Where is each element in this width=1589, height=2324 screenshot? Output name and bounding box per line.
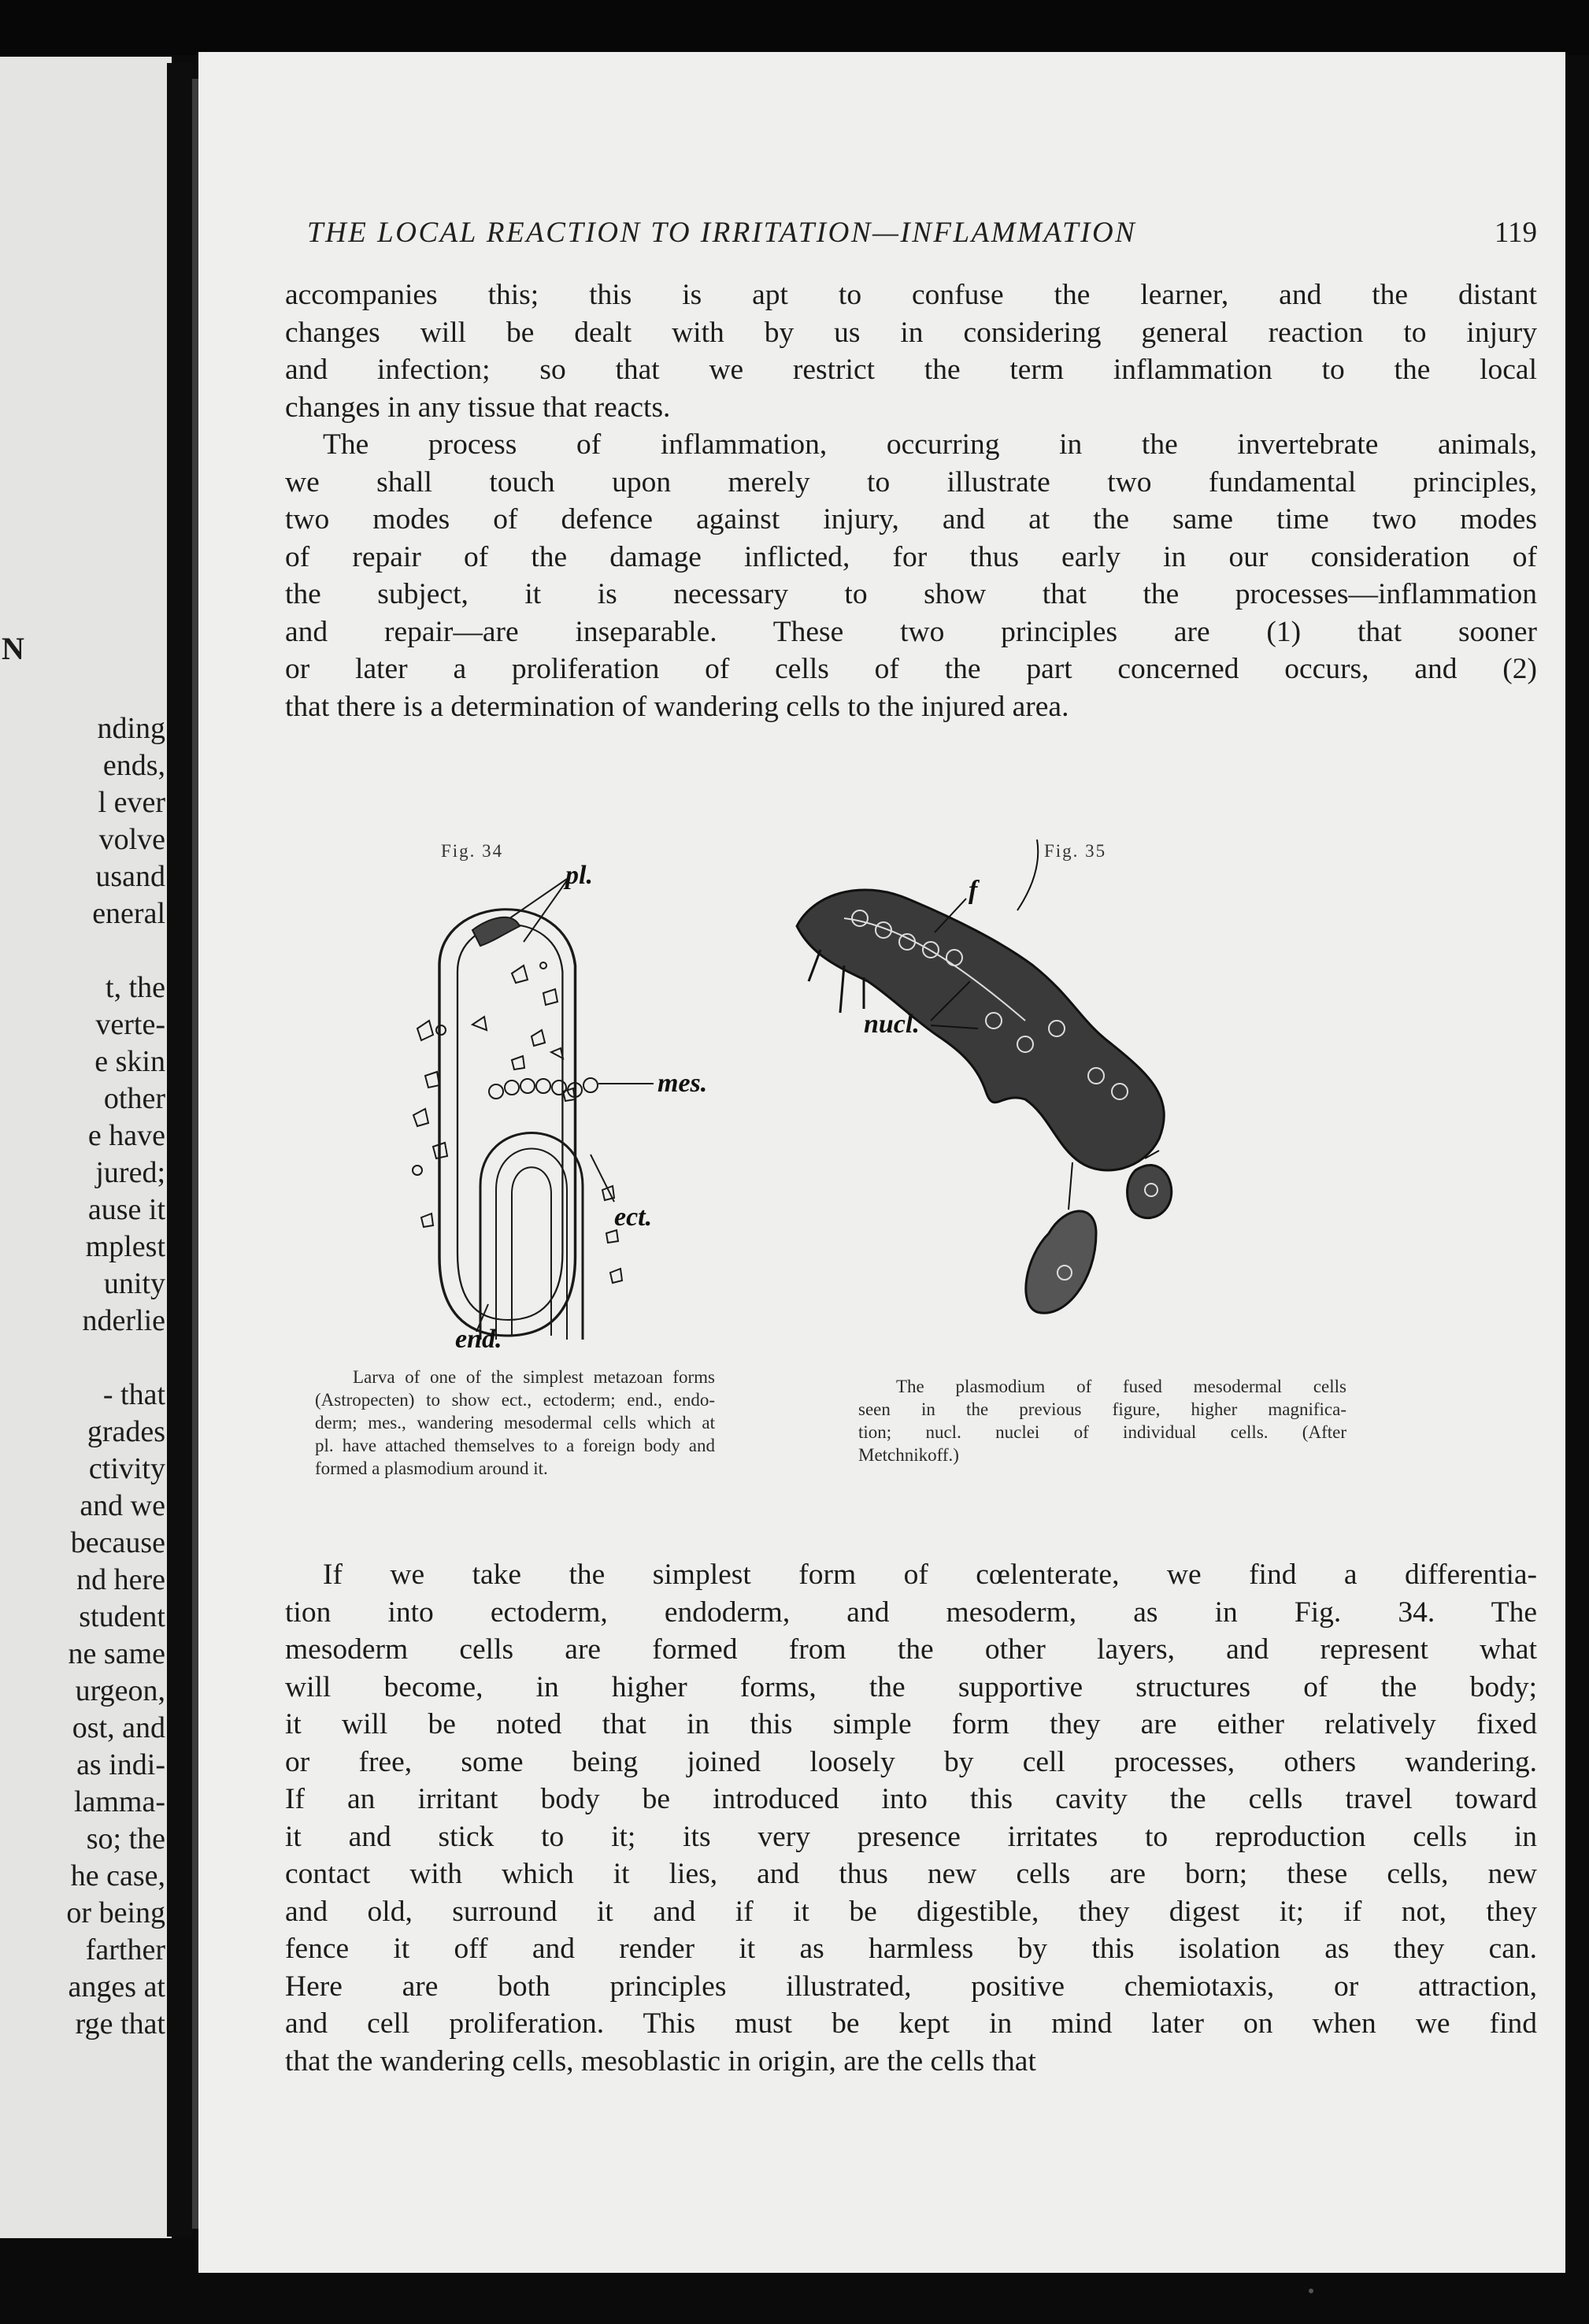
caption-line: pl. have attached themselves to a foreign body and bbox=[315, 1436, 715, 1455]
left-page-line: nderlie bbox=[82, 1304, 165, 1337]
left-page-line: verte- bbox=[95, 1008, 165, 1041]
left-page-line: student bbox=[79, 1600, 165, 1633]
left-page-line: eneral bbox=[92, 897, 165, 930]
caption-line: The plasmodium of fused mesodermal cells bbox=[896, 1377, 1346, 1396]
left-page-line: rge that bbox=[75, 2007, 165, 2040]
left-page-line: ne same bbox=[68, 1637, 165, 1670]
running-header bbox=[307, 216, 1537, 263]
text-line: will become, in higher forms, the supportive structures of the body; bbox=[285, 1670, 1537, 1703]
left-page-line: ause it bbox=[87, 1193, 165, 1226]
caption-line: (Astropecten) to show ect., ectoderm; end., endo- bbox=[315, 1390, 715, 1410]
left-page-line: lamma- bbox=[73, 1785, 165, 1818]
paragraph-3 bbox=[285, 1556, 1537, 2080]
left-page-line: he case, bbox=[70, 1859, 165, 1892]
text-line: that there is a determination of wandering cells to the injured area. bbox=[285, 690, 1069, 723]
left-page-line: or being bbox=[66, 1896, 165, 1929]
text-line: If we take the simplest form of cœlenterate, we find a differentia- bbox=[323, 1559, 1537, 1591]
paragraph-1 bbox=[285, 276, 1537, 426]
figure-35-plasmodium-diagram bbox=[765, 840, 1269, 1328]
label-nucl: nucl. bbox=[864, 1010, 920, 1039]
left-page-line: jured; bbox=[95, 1156, 165, 1189]
text-line: changes in any tissue that reacts. bbox=[285, 391, 671, 424]
figure-34-larva-diagram bbox=[354, 855, 717, 1359]
text-line: and cell proliferation. This must be kept in mind later on when we find bbox=[285, 2007, 1537, 2040]
paragraph-2 bbox=[285, 426, 1537, 725]
text-line: and old, surround it and if it be digestible, they digest it; if not, they bbox=[285, 1895, 1537, 1928]
running-title: THE LOCAL REACTION TO IRRITATION—INFLAMMATION bbox=[307, 217, 1137, 249]
left-page-line: urgeon, bbox=[75, 1674, 165, 1707]
text-line: and repair—are inseparable. These two principles are (1) that sooner bbox=[285, 615, 1537, 648]
text-line: tion into ectoderm, endoderm, and mesoderm, as in Fig. 34. The bbox=[285, 1596, 1537, 1629]
text-line: or later a proliferation of cells of the part concerned occurs, and (2) bbox=[285, 653, 1537, 685]
left-page-line: because bbox=[70, 1526, 165, 1559]
left-page-line: - that bbox=[102, 1378, 165, 1411]
text-line: mesoderm cells are formed from the other layers, and represent what bbox=[285, 1633, 1537, 1666]
caption-line: Larva of one of the simplest metazoan forms bbox=[353, 1367, 715, 1387]
text-line: it and stick to it; its very presence irritates to reproduction cells in bbox=[285, 1820, 1537, 1853]
left-page-line: l ever bbox=[98, 786, 165, 819]
left-facing-page bbox=[0, 57, 172, 2238]
label-ect: ect. bbox=[614, 1203, 653, 1232]
left-page-line: so; the bbox=[86, 1822, 165, 1855]
caption-line: formed a plasmodium around it. bbox=[315, 1459, 548, 1478]
left-page-line: unity bbox=[103, 1267, 165, 1300]
left-page-heading-fragment: N bbox=[2, 631, 24, 666]
caption-line: tion; nucl. nuclei of individual cells. (After bbox=[858, 1422, 1346, 1442]
label-f: f bbox=[969, 876, 978, 905]
figure-35-label: Fig. 35 bbox=[1044, 841, 1107, 861]
left-page-line: nd here bbox=[76, 1563, 165, 1596]
left-page-line: and we bbox=[80, 1489, 165, 1522]
text-line: Here are both principles illustrated, positive chemiotaxis, or attraction, bbox=[285, 1970, 1537, 2003]
scan-speck bbox=[1309, 2289, 1313, 2293]
left-page-line: ctivity bbox=[88, 1452, 165, 1485]
left-page-line: ends, bbox=[102, 749, 165, 782]
figure-35-caption bbox=[858, 1375, 1346, 1466]
text-line: If an irritant body be introduced into this cavity the cells travel toward bbox=[285, 1783, 1537, 1815]
text-line: the subject, it is necessary to show that the processes—inflammation bbox=[285, 578, 1537, 610]
label-end: end. bbox=[455, 1325, 502, 1354]
text-line: and infection; so that we restrict the term inflammation to the local bbox=[285, 354, 1537, 386]
text-line: we shall touch upon merely to illustrate two fundamental principles, bbox=[285, 465, 1537, 499]
caption-line: Metchnikoff.) bbox=[858, 1445, 959, 1465]
caption-line: seen in the previous figure, higher magnifica- bbox=[858, 1399, 1346, 1419]
left-page-line: anges at bbox=[68, 1970, 165, 2003]
scan-top-border bbox=[0, 0, 1589, 55]
left-page-line: other bbox=[103, 1082, 165, 1115]
text-line: two modes of defence against injury, and at the same time two modes bbox=[285, 503, 1537, 536]
text-line: accompanies this; this is apt to confuse the learner, and the distant bbox=[285, 279, 1537, 311]
text-line: The process of inflammation, occurring in the invertebrate animals, bbox=[323, 428, 1537, 461]
left-page-line: usand bbox=[95, 860, 165, 893]
label-pl: pl. bbox=[565, 861, 593, 890]
left-page-line: farther bbox=[85, 1933, 165, 1966]
text-line: changes will be dealt with by us in considering general reaction to injury bbox=[285, 316, 1537, 349]
text-line: it will be noted that in this simple form they are either relatively fixed bbox=[285, 1708, 1537, 1740]
text-line: or free, some being joined loosely by cell processes, others wandering. bbox=[285, 1745, 1537, 1778]
left-page-line: mplest bbox=[85, 1230, 165, 1263]
left-page-line: e skin bbox=[94, 1045, 165, 1078]
left-page-line: t, the bbox=[106, 971, 165, 1004]
left-page-line: grades bbox=[87, 1415, 165, 1448]
text-line: fence it off and render it as harmless by this isolation as they can. bbox=[285, 1933, 1537, 1965]
text-line: that the wandering cells, mesoblastic in origin, are the cells that bbox=[285, 2044, 1036, 2078]
left-page-line: as indi- bbox=[76, 1748, 165, 1781]
figure-34-caption bbox=[315, 1366, 715, 1480]
left-page-line: e have bbox=[87, 1119, 165, 1152]
right-page bbox=[198, 52, 1565, 2273]
book-gutter bbox=[167, 63, 194, 2237]
text-line: contact with which it lies, and thus new cells are born; these cells, new bbox=[285, 1858, 1537, 1890]
text-line: of repair of the damage inflicted, for thus early in our consideration of bbox=[285, 540, 1537, 573]
left-page-line: nding bbox=[97, 712, 165, 745]
caption-line: derm; mes., wandering mesodermal cells which at bbox=[315, 1413, 715, 1433]
page-number: 119 bbox=[1494, 217, 1537, 249]
label-mes: mes. bbox=[657, 1069, 708, 1098]
left-page-line: volve bbox=[98, 823, 165, 856]
left-page-line: ost, and bbox=[72, 1711, 165, 1744]
figure-34-label: Fig. 34 bbox=[441, 841, 504, 861]
